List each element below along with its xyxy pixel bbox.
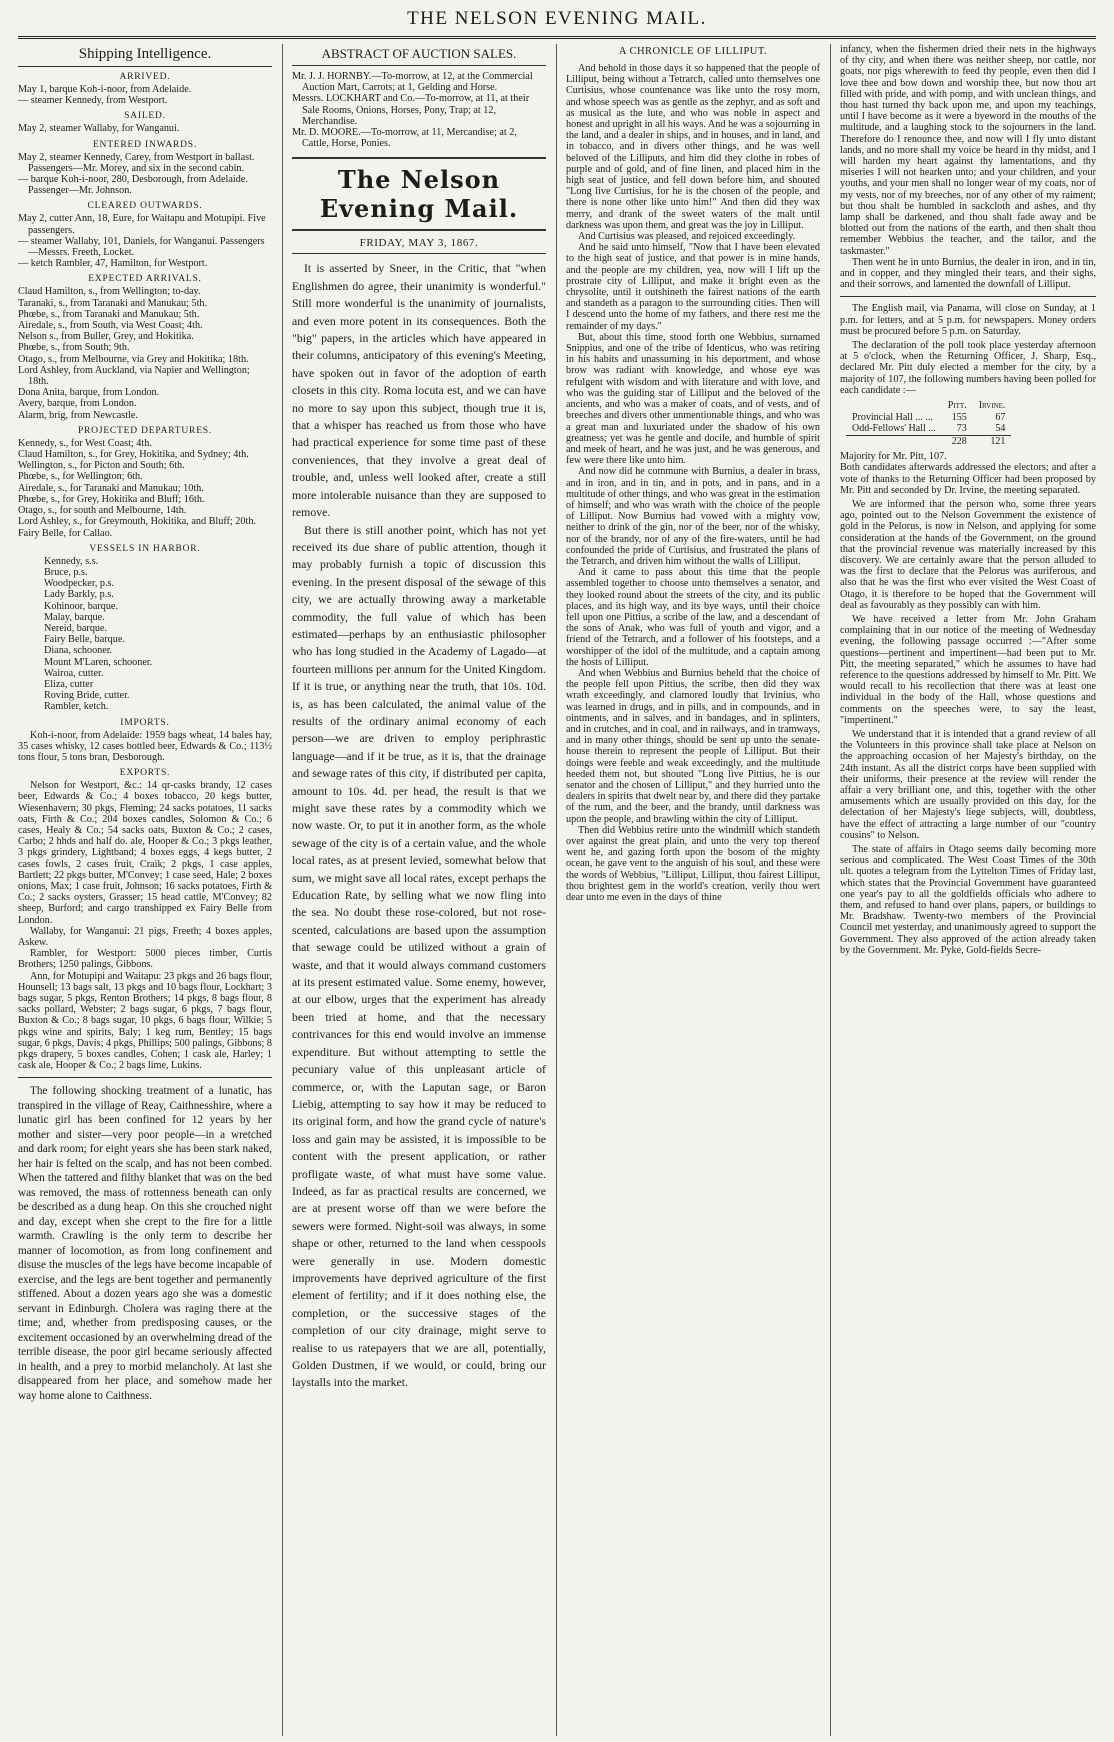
cleared-entry: — steamer Wallaby, 101, Daniels, for Wanganui. Passengers—Messrs. Freeth, Locket. <box>18 235 265 259</box>
chronicle-paragraph: And it came to pass about this time that the people assembled together to choose unto themselves a senator, and they looked round about the streets of the city, and its public places, and its high way, and its bye ways, until their choice fell upon one Pittius, a scribe of the law, and a descendant of the sons of Anak, who was full of youth and vigor, and a friend of the Tetrarch, and a follower of his footsteps, and a worshipper of the idol of the multitude, and a captain among the hosts of Lilliput. <box>566 567 820 668</box>
entered-heading: ENTERED INWARDS. <box>92 139 198 150</box>
poll-majority: Majority for Mr. Pitt, 107. <box>840 451 947 463</box>
cleared-heading: CLEARED OUTWARDS. <box>87 201 203 212</box>
graham-article: We have received a letter from Mr. John Graham complaining that in our notice of the meeting of Wednesday evening, the following passage occurred :—"After some questions—pertinent and impertinent—had been put to Mr. Pitt, the meeting separated," which he assumes to have had reference to the questions addressed by himself to Mr. Pitt. We would recall to his recollection that there was at least one individual in the body of the Hall, whose questions and comments on the speeches were, to say the least, "impertinent." <box>840 613 1096 726</box>
poll-place: Provincial Hall ... ... <box>852 411 933 423</box>
column-shipping <box>18 44 272 1736</box>
arrived-heading: ARRIVED. <box>119 72 171 82</box>
poll-total-row <box>846 435 1011 447</box>
projected-entry: Claud Hamilton, s., for Grey, Hokitika, and Sydney; 4th. <box>18 449 249 461</box>
expected-entry: Phœbe, s., from South; 9th. <box>18 342 130 354</box>
vessel-entry: Woodpecker, p.s. <box>44 578 115 590</box>
poll-row <box>846 412 1011 424</box>
chronicle-paragraph: And behold in those days it so happened that the people of Lilliput, being without a Tetrarch, called unto themselves one Curtisius, whose countenance was like unto the rosy morn, and whose speech was as gentle as the zephyr, and as soft and as musical as the lute, and who was noble in aspect and honest and upright in all his ways. And he was a sojourning in the land, and a dealer in ships, and in houses, and in land, and in tobacco, and in divers other things, and he was well beloved of the Lilliputs, and him did they clothe in robes of purple and of gold, and of fine linen, and placed him in the high seat of justice, and fell down before him, and shouted "Long live Curtisius, for he is the chosen of the people, and there is none other like unto him!" And then did they wax merry, and drank of the sweet waters of the malt until darkness was upon them, and great was the joy in Lilliput. <box>566 63 820 231</box>
projected-entry: Wellington, s., for Picton and South; 6th. <box>18 460 185 472</box>
poll-col-pitt: Pitt. <box>947 400 967 412</box>
gold-article: We are informed that the person who, some three years ago, pointed out to the Nelson Government the existence of gold in the Pelorus, is now in Nelson, and applying for some consideration at the hands of the Government, on the ground that the provincial revenue was materially increased by this discovery. We are certainly aware that the person alluded to was the first to declare that the Pelorus was auriferous, and also that he was the first who ever visited the West Coast of Otago, it is therefore to be hoped that the Government will deal as favourably as they possibly can with him. <box>840 498 1096 611</box>
poll-total-pitt: 228 <box>942 435 973 447</box>
expected-entry: Otago, s., from Melbourne, via Grey and Hokitika; 18th. <box>18 353 249 365</box>
expected-entry: Lord Ashley, from Auckland, via Napier and Wellington; 18th. <box>18 364 250 388</box>
auction-item: Mr. J. J. HORNBY.—To-morrow, at 12, at the Commercial Auction Mart, Carrots; at 1, Gelding and Horse. <box>292 71 533 94</box>
poll-row <box>846 423 1011 435</box>
masthead: THE NELSON EVENING MAIL. <box>407 8 707 29</box>
cleared-entry: May 2, cutter Ann, 18, Eure, for Waitapu and Motupipi. Five passengers. <box>18 213 266 236</box>
entered-entry: — barque Koh-i-noor, 280, Desborough, from Adelaide. Passenger—Mr. Johnson. <box>18 174 248 197</box>
auction-heading: ABSTRACT OF AUCTION SALES. <box>292 46 546 66</box>
projected-entry: Otago, s., for south and Melbourne, 14th. <box>18 505 187 517</box>
vessel-entry: Diana, schooner. <box>44 645 113 657</box>
poll-irvine-votes: 54 <box>995 423 1006 435</box>
exports-heading: EXPORTS. <box>119 768 171 779</box>
expected-entry: Phœbe, s., from Taranaki and Manukau; 5th. <box>18 308 200 320</box>
section-divider <box>840 296 1096 297</box>
chronicle-paragraph: And now did he commune with Burnius, a dealer in brass, and in iron, and in tin, and in pots, and in pans, and in a multitude of other things, and who was great in the estimation of himself; and who was wrath with the choice of the people of Lilliput. Now Burnius had vowed with a mighty vow, neither to drink of the gin, nor of the beer, nor of the whisky, nor of the brandy, nor of any of the fire-waters, until he had confounded the pride of Curtisius, and frustrated the plans of the Tetrarch, and driven him without the walls of Lilliput. <box>566 466 820 567</box>
poll-total-irvine: 121 <box>973 435 1012 447</box>
harbor-heading: VESSELS IN HARBOR. <box>89 543 201 554</box>
arrived-entry: — steamer Kennedy, from Westport. <box>18 95 168 107</box>
chronicle-paragraph: And Curtisius was pleased, and rejoiced exceedingly. <box>578 231 796 243</box>
projected-entry: Fairy Belle, for Callao. <box>18 527 113 539</box>
poll-place: Odd-Fellows' Hall ... <box>852 423 936 435</box>
expected-entry: Claud Hamilton, s., from Wellington; to-day. <box>18 286 201 298</box>
masthead-rule <box>18 36 1096 39</box>
exports-entry: Rambler, for Westport: 5000 pieces timber, Curtis Brothers; 1250 palings, Gibbons. <box>18 948 272 971</box>
expected-entry: Nelson s., from Buller, Grey, and Hokitika. <box>18 331 194 343</box>
poll-intro: The declaration of the poll took place yesterday afternoon at 5 o'clock, when the Returning Officer, J. Sharp, Esq., declared Mr. Pitt duly elected a member for the city, by a majority of 107, the following numbers having been polled for each candidate :— <box>840 340 1096 396</box>
projected-entry: Phœbe, s., for Grey, Hokitika and Bluff; 16th. <box>18 493 205 505</box>
projected-entry: Phœbe, s., for Wellington; 6th. <box>18 471 143 483</box>
editorial-paragraph: But there is still another point, which has not yet received its due share of public attention, though it may probably furnish a topic of discussion this evening. In the present disposal of the sewage of this city, we are actually throwing away a marketable commodity, the full value of which has been estimated—perhaps by an enthusiastic philosopher who has long studied in the Academy of Lagado—at fourteen millions per annum for the United Kingdom. If it is true, or anything near the truth, that 10s. 10d. is, as has been calculated, the animal value of the results of the ordinary animal economy of each person—we are driven to employ periphrastic language—and if it be true, as it is, that the drainage and sewage rates of this city, if distributed per capita, amount to 10s. 4d. per head, the result is that we might save these rates by a commodity which we now waste. Or, to put it in another form, as the whole sewage of the city is of a certain value, and the whole local rates, as at present levied, somewhat below that sum, we might save all local rates, except perhaps the Education Rate, by selling what we now fling into the sea. No doubt these rose-colored, but not rose-scented, calculations are based upon the assumption that sewage could be utilized without a grain of waste, and that it would always command customers at its present estimated value. Some enemy, however, at our elbow, urges that the experiment has already been tried at home, and that the necessary contrivances for this end would involve an immense expenditure. But without attempting to settle the pecuniary value of this unpleasant article of commerce, or, with the Laputan sage, or Baron Liebig, attempting to say how it may be reduced to its original form, and how the grand cycle of nature's loss and gain may be assisted, it is impossible to be content with the present application, or rather profligate waste, of what must have some value. Indeed, as far as practical results are concerned, we are at present worse off than we were before the sewers were formed. Night-soil was always, in some shape or other, returned to the land when cesspools were generally in use. Modern domestic improvements have deprived agriculture of the first element of fertility; and if it does nothing else, the completion, or the successive stages of the completion of our city drainage, might serve to realise to us ratepayers that we are all, potentially, Golden Dustmen, if we would, or could, bring our laystalls into the market. <box>292 522 546 1390</box>
column-chronicle <box>566 44 820 1736</box>
arrived-entry: May 1, barque Koh-i-noor, from Adelaide. <box>18 84 192 95</box>
expected-entry: Taranaki, s., from Taranaki and Manukau; 5th. <box>18 297 208 309</box>
vessel-entry: Fairy Belle, barque. <box>44 634 125 646</box>
chronicle-paragraph: Then did Webbius retire unto the windmill which standeth over against the great plain, and unto the very top thereof went he, and gazing forth upon the bosom of the mighty ocean, he gave vent to the anguish of his soul, and these were the words of Webbius, "Lilliput, Lilliput, thou fairest Lilliput, thou brightest gem in the world's creation, verily thou wert dear unto me even in the days of thine <box>566 824 820 904</box>
expected-heading: EXPECTED ARRIVALS. <box>88 274 202 285</box>
vessel-entry: Mount M'Laren, schooner. <box>44 656 153 668</box>
column-rule <box>556 44 557 1736</box>
imports-heading: IMPORTS. <box>120 717 170 728</box>
sailed-entry: May 2, steamer Wallaby, for Wanganui. <box>18 123 180 135</box>
poll-col-irvine: Irvine. <box>978 400 1006 412</box>
chronicle-ending: Then went he in unto Burnius, the dealer in iron, and in tin, and in copper, and they mingled their tears, and their sighs, and their sorrows, and lamented the downfall of Lilliput. <box>840 256 1096 291</box>
chronicle-paragraph: But, about this time, stood forth one Webbius, surnamed Snippius, and one of the tribe of Identicus, who was retiring in his habits and unassuming in his deportment, and whose brow was radiant with knowledge, and whose eye was refulgent with wisdom and with literature and with love, and who was the guiding star of Lilliput and the beloved of the ancients, and who was a maker of coats, and of vests, and of breeches and divers other unmentionable things, and who was a great man and luxuriated under the shadow of his own greatness; yet was he gentle and docile, and humble of spirit and meek of heart, and he was just, and he was generous, and few were there like unto him. <box>566 331 820 467</box>
poll-pitt-votes: 73 <box>956 423 967 435</box>
chronicle-continuation: infancy, when the fishermen dried their nets in the highways of thy city, and when there was neither sheep, nor cattle, nor goats, nor pigs wherewith to feed thy people, even then did I love thee and bow down and worship thee, but now thou art filled with pride, and with pomp, and with unclean things, and thou hast turned thy back upon me, and upon my teachings, until I have become as it were a byeword in the mouths of the multitude, and a laughing stock to the sojourners in the land. Therefore do I renounce thee, and now will I fly unto distant lands, and no more shall my voice be heard in thy midst, and I will harden my heart against thy lamentations, and thy miseries I will not hearken unto; and your children, and your youths, and your men shall no longer wear of my coats, nor of my vests, nor of my breeches, nor of any other of my raiment; but thou shalt be humbled in sackcloth and ashes, and thy lamp shall be darkened, and thou shalt fade away and be blotted out from the nations of the earth, and then shalt thou remember Webbius the teacher, and the tailor, and the taskmaster." <box>840 44 1096 257</box>
exports-entry: Ann, for Motupipi and Waitapu: 23 pkgs and 26 bags flour, Hounsell; 13 bags salt, 13 pkgs and 10 bags flour, Lockhart; 3 bags sugar, 5 pkgs, Renton Brothers; 14 pkgs, 8 bags flour, 8 sacks pollard, Webster; 2 bags sugar, 6 pkgs, 7 bags flour, Buxton & Co.; 8 bags sugar, 10 pkgs, 6 bags flour, Wilkie; 5 pkgs wine and spirits, Baly; 1 keg rum, Bentley; 15 bags sugar, 6 pkgs, Davis; 4 pkgs, Phillips; 500 palings, Gibbons; 8 pkgs drapery, 5 boxes candles, Cohen; 1 cask ale, Harley; 1 cask ale, Hooper & Co.; 2 bags lime, Lukins. <box>18 970 272 1072</box>
column-news <box>840 44 1096 1736</box>
vessel-entry: Eliza, cutter <box>44 678 94 690</box>
poll-irvine-votes: 67 <box>995 411 1006 423</box>
auction-item: Messrs. LOCKHART and Co.—To-morrow, at 11, at their Sale Rooms, Onions, Horses, Pony, Trap; at 12, Merchandise. <box>292 93 530 127</box>
column-rule <box>282 44 283 1736</box>
chronicle-paragraph: And when Webbius and Burnius beheld that the choice of the people fell upon Pittius, the scribe, then did they wax wrath exceedingly, and clamored loudly that Irvinius, who was learned in drugs, and in pills, and in compounds, and in ointments, and in salves, and in bandages, and in splinters, and in crutches, and in coal, and in railways, and in tramways, and in many other things, should be sent up unto the senate-house therein to represent the people of Lilliput. But their doings were feeble and weak exceedingly, and the multitude heeded them not, but shouted "Long live Pittius, he is our senator and the chosen of Lilliput," and they hurried unto the dealers in spirits that dwelt near by, and there did they partake of the rum, and the beer, and the brandy, until darkness was upon the people, and brawling within the city of Lilliput. <box>566 667 820 825</box>
cleared-entry: — ketch Rambler, 47, Hamilton, for Westport. <box>18 258 208 270</box>
section-divider <box>18 1077 272 1078</box>
vessel-entry: Bruce, p.s. <box>44 566 88 578</box>
column-editorial <box>292 44 546 1736</box>
expected-entry: Avery, barque, from London. <box>18 398 137 410</box>
vessel-entry: Lady Barkly, p.s. <box>44 589 114 601</box>
auction-item: Mr. D. MOORE.—To-morrow, at 11, Mercandise; at 2, Cattle, Horse, Ponies. <box>292 127 517 150</box>
sailed-heading: SAILED. <box>124 111 166 122</box>
vessel-entry: Wairoa, cutter. <box>44 667 104 679</box>
poll-pitt-votes: 155 <box>951 411 967 423</box>
poll-table <box>846 400 1011 447</box>
imports-text: Koh-i-noor, from Adelaide: 1959 bags wheat, 14 bales hay, 35 cases whisky, 12 cases bottled beer, Edwards & Co.; 113½ tons flour, 5 tons bran, Desborough. <box>18 729 272 763</box>
mail-notice: The English mail, via Panama, will close on Sunday, at 1 p.m. for letters, and at 5 p.m. for newspapers. Money orders must be procured before 5 p.m. on Saturday. <box>840 303 1096 337</box>
projected-heading: PROJECTED DEPARTURES. <box>77 425 213 436</box>
projected-entry: Lord Ashley, s., for Greymouth, Hokitika, and Bluff; 20th. <box>18 516 256 528</box>
vessel-entry: Malay, barque. <box>44 611 105 623</box>
column-rule <box>830 44 831 1736</box>
expected-entry: Airedale, s., from South, via West Coast; 4th. <box>18 320 203 332</box>
vessel-entry: Roving Bride, cutter. <box>44 690 130 702</box>
vessel-entry: Kohinoor, barque. <box>44 600 118 612</box>
editorial-paragraph: It is asserted by Sneer, in the Critic, that "when Englishmen do agree, their unanimity is wonderful." Still more wonderful is the unanimity of journalists, and even more potent in its consequences. Both the "big" papers, in the articles which have appeared in their columns, anticipatory of this evening's Meeting, have spoken out in favor of the adoption of earth closets in this city. Roma locuta est, and we can have no more to say upon this subject, though true it is, that a whisper has reached us from those who have had practical experience for some time past of these conveniences, that they involve a great deal of trouble, and, unless well looked after, create a still more intolerable nuisance than they are supposed to remove. <box>292 261 546 520</box>
otago-article: The state of affairs in Otago seems daily becoming more serious and complicated. The West Coast Times of the 30th ult. quotes a telegram from the Lyttelton Times of Friday last, which states that the Provincial Government have guaranteed one year's pay to all the goldfields officials who adhere to them, and refused to hand over plans, papers, or buildings to Mr. Bradshaw. Twenty-two members of the Provincial Council met yesterday, and unanimously agreed to support the Government. They also approved of the action already taken by the Government. Mr. Pyke, Gold-fields Secre- <box>840 844 1096 956</box>
chronicle-heading: A CHRONICLE OF LILLIPUT. <box>618 46 768 57</box>
editorial-date: FRIDAY, MAY 3, 1867. <box>292 237 546 254</box>
expected-entry: Dona Anita, barque, from London. <box>18 387 160 399</box>
chronicle-paragraph: And he said unto himself, "Now that I have been elevated to the high seat of justice, and that power is in mine hands, and the people are my children, yea, now will I lift up the prostrate city of Lilliput, and make it bright even as the chrysolite, until it outshineth the fairest nations of the earth and standeth as a paragon to the surrounding cities. Then will I descend unto the home of my fathers, and there rest me the remainder of my days." <box>566 242 820 332</box>
exports-entry: Wallaby, for Wanganui: 21 pigs, Freeth; 4 boxes apples, Askew. <box>18 925 272 948</box>
poll-after: Both candidates afterwards addressed the electors; and after a vote of thanks to the Returning Officer had been proposed by Mr. Pitt and seconded by Dr. Irvine, the meeting separated. <box>840 462 1096 496</box>
projected-entry: Airedale, s., for Taranaki and Manukau; 10th. <box>18 482 204 494</box>
editorial-title: The Nelson Evening Mail. <box>292 157 546 231</box>
vessel-entry: Rambler, ketch. <box>44 701 109 713</box>
lunatic-article: The following shocking treatment of a lunatic, has transpired in the village of Reay, Caithnesshire, where a lunatic girl has been confined for 12 years by her mother and sister—very poor people—in a wretched and dark room; for eight years she has been stark naked, her hair is felted on the scalp, and has not been combed. When the tattered and filthy blanket that was on the bed was removed, the mass of rottenness beneath can only be described as a dung heap. On this she crouched night and day, except when she crept to the fire for a little warmth. Crawling is the only term to describe her manner of locomotion, as from long confinement and disuse the muscles of the legs have become incapable of exercise, and the legs are bent together and permanently stiffened. About a dozen years ago she was a domestic servant in Edinburgh. Cholera was raging there at the time; and, whether from predisposing causes, or the excitement occasioned by an overwhelming dread of the terrible disease, the poor girl became seriously affected in health, and a prey to morbid melancholy. At last she disappeared from her place, and somehow made her way home alone to Caithness. <box>18 1085 272 1402</box>
vessel-entry: Nereid, barque. <box>44 622 108 634</box>
review-article: We understand that it is intended that a grand review of all the Volunteers in this province shall take place at Nelson on the approaching occasion of her Majesty's birthday, on the 24th instant. As all the district corps have been supplied with their uniforms, their presence at the review will render the affair a very brilliant one, and this, together with the other amusements which are usually provided on this day, for the delectation of her Majesty's liege subjects, will, doubtless, have the effect of attracting a large number of our "country cousins" to Nelson. <box>840 728 1096 841</box>
projected-entry: Kennedy, s., for West Coast; 4th. <box>18 437 152 449</box>
shipping-heading: Shipping Intelligence. <box>18 46 272 67</box>
entered-entry: May 2, steamer Kennedy, Carey, from Westport in ballast. Passengers—Mr. Morey, and six in the second cabin. <box>18 151 255 174</box>
expected-entry: Alarm, brig, from Newcastle. <box>18 409 138 421</box>
exports-entry: Nelson for Westport, &c.: 14 qr-casks brandy, 12 cases beer, Edwards & Co.; 4 boxes tobacco, 20 kegs butter, Wiesenhavern; 30 pkgs, Fleming; 24 sacks potatoes, 11 sacks oats, Firth & Co.; 204 boxes candles, Solomon & Co.; 6 cases, Healy & Co.; 54 sacks oats, Buxton & Co.; 2 cases, Carbo; 2 hhds and half do. ale, Hooper & Co.; 3 pkgs leather, 3 pkgs grindery, Lightband; 4 boxes eggs, 4 kegs butter, 2 cases fowls, 2 cases fruit, Craik; 2 pkgs, 1 case apples, Bartlett; 22 pkgs butter, M'Convey; 1 case seed, Hale; 2 boxes onions, Max; 1 case fruit, Johnson; 16 sacks potatoes, Firth & Co.; 2 sacks oysters, Grasser; 15 head cattle, M'Convey; 82 sheep, Burford; and cargo transhipped ex Fairy Belle from London. <box>18 780 272 926</box>
vessel-entry: Kennedy, s.s. <box>44 555 99 567</box>
